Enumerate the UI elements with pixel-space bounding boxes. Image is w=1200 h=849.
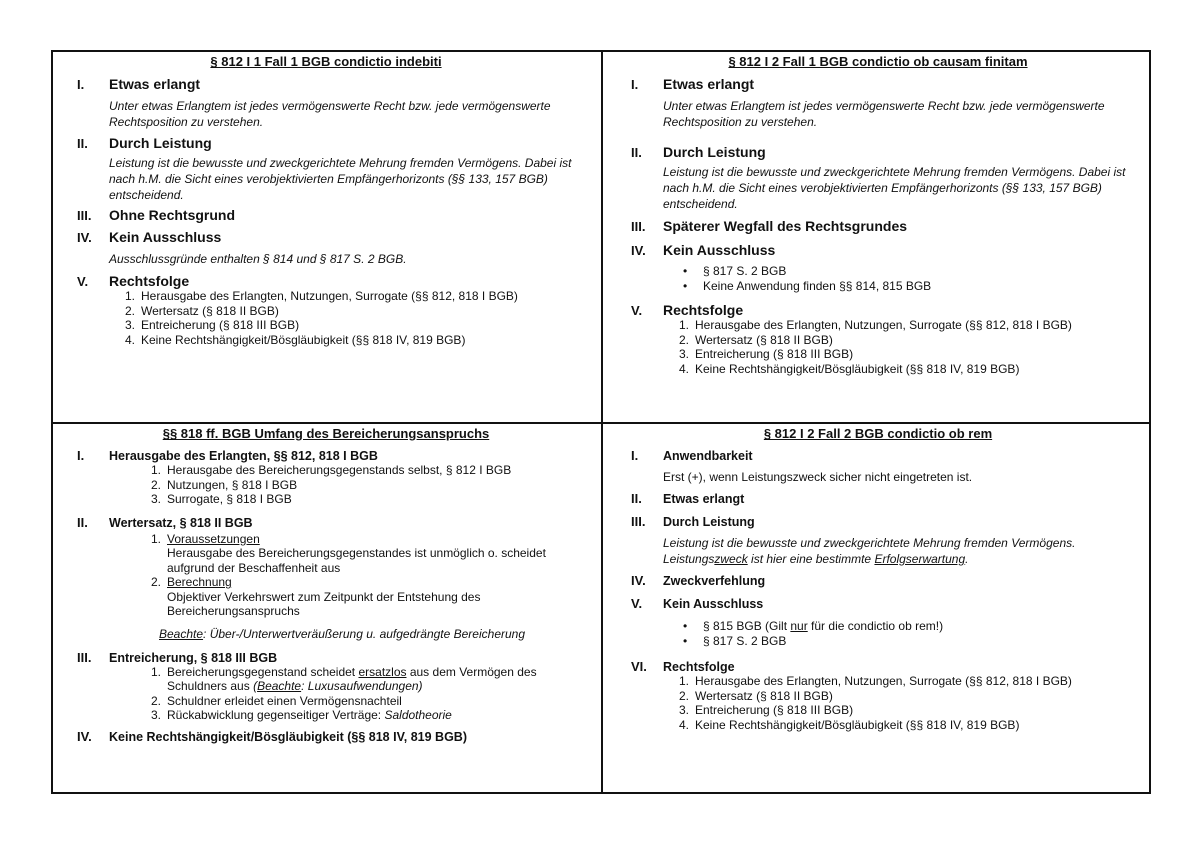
section-heading [59, 229, 593, 245]
bullet-list [683, 619, 1143, 649]
section-title: Etwas erlangt [109, 76, 201, 92]
section-heading [613, 573, 1143, 588]
list-item: 1. Herausgabe des Erlangten, Nutzungen, Surrogate (§§ 812, 818 I BGB) [678, 318, 1072, 332]
list-item: 2. Nutzungen, § 818 I BGB [150, 477, 298, 492]
section-number: VI. [631, 659, 647, 674]
section-heading [613, 242, 1143, 258]
list-item: 4. Keine Rechtshängigkeit/Bösgläubigkeit (§§ 818 IV, 819 BGB) [678, 361, 1020, 376]
section-number: I. [631, 77, 639, 92]
section-title: Herausgabe des Erlangten, §§ 812, 818 I BGB [109, 449, 378, 463]
section-number: V. [631, 303, 643, 318]
section-title: Entreicherung, § 818 III BGB [109, 650, 278, 665]
section-heading [59, 76, 593, 92]
section-heading [613, 302, 1143, 318]
section-title: Kein Ausschluss [109, 229, 222, 245]
list-item: 4. Keine Rechtshängigkeit/Bösgläubigkeit (§§ 818 IV, 819 BGB) [678, 717, 1020, 732]
section-heading [59, 448, 593, 463]
quadrant-condictio-ob-rem [603, 424, 1151, 794]
section-heading [59, 135, 593, 151]
section-title: Rechtsfolge [663, 660, 735, 674]
section-body: Unter etwas Erlangtem ist jedes vermögenswerte Recht bzw. jede vermögenswerte Rechtsposition zu verstehen. [663, 99, 1105, 129]
section-number: I. [77, 448, 85, 463]
section-number: II. [77, 514, 88, 530]
section-title: Durch Leistung [109, 135, 212, 151]
section-body: Ausschlussgründe enthalten § 814 und § 817 S. 2 BGB. [109, 252, 407, 266]
list-item: 1. Bereicherungsgegenstand scheidet ersatzlos aus dem Vermögen des Schuldners aus (Beachte: Luxusaufwendungen) [150, 664, 537, 693]
document-table [51, 50, 1151, 794]
section-title: Etwas erlangt [663, 492, 745, 506]
section-heading [613, 491, 1143, 506]
section-number: IV. [631, 243, 646, 258]
section-title: Etwas erlangt [663, 76, 755, 92]
section-heading [613, 596, 1143, 611]
section-heading [613, 218, 1143, 234]
list-item: 2. Wertersatz (§ 818 II BGB) [678, 332, 833, 347]
section-title: Wertersatz, § 818 II BGB [109, 515, 253, 530]
section-number: I. [77, 77, 85, 92]
section-heading [613, 144, 1143, 160]
section-title: Rechtsfolge [109, 273, 190, 289]
quadrant-title: §§ 818 ff. BGB Umfang des Bereicherungsanspruchs [162, 426, 490, 441]
list-item: 4. Keine Rechtshängigkeit/Bösgläubigkeit (§§ 818 IV, 819 BGB) [124, 332, 466, 347]
numbered-list [135, 463, 593, 507]
list-item: 2. Berechnung Objektiver Verkehrswert zum Zeitpunkt der Entstehung des Bereicherungsanspruchs [150, 575, 481, 618]
section-heading [59, 650, 593, 665]
section-heading [613, 76, 1143, 92]
section-body: Leistung ist die bewusste und zweckgerichtete Mehrung fremden Vermögens. Dabei ist nach h.M. die Sicht eines verobjektivierten Empfängerhorizonts (§§ 133, 157 BGB) entscheidend. [109, 156, 572, 202]
section-heading [59, 515, 593, 530]
bullet-list [683, 264, 1143, 294]
section-title: Anwendbarkeit [663, 449, 753, 463]
list-item: 3. Entreicherung (§ 818 III BGB) [678, 347, 854, 361]
section-number: IV. [631, 573, 646, 588]
quadrant-condictio-ob-causam-finitam [603, 52, 1151, 424]
list-item: 2. Wertersatz (§ 818 II BGB) [678, 688, 833, 703]
section-body: Leistung ist die bewusste und zweckgerichtete Mehrung fremden Vermögens. Leistungszweck ist hier eine bestimmte Erfolgserwartung. [663, 536, 1076, 566]
section-number: II. [77, 136, 88, 151]
section-heading [613, 448, 1143, 463]
section-title: Zweckverfehlung [663, 574, 766, 588]
section-title: Keine Rechtshängigkeit/Bösgläubigkeit (§§ 818 IV, 819 BGB) [109, 729, 467, 744]
quadrant-umfang-bereicherungsanspruch [53, 424, 603, 794]
section-body: Erst (+), wenn Leistungszweck sicher nicht eingetreten ist. [663, 470, 973, 484]
quadrant-condictio-indebiti [53, 52, 603, 424]
list-item: 2. Wertersatz (§ 818 II BGB) [124, 303, 279, 318]
numbered-list [663, 318, 1143, 376]
section-number: I. [631, 448, 639, 463]
section-title: Durch Leistung [663, 515, 755, 529]
section-title: Kein Ausschluss [663, 242, 776, 258]
section-heading [59, 207, 593, 223]
list-item: 3. Surrogate, § 818 I BGB [150, 492, 292, 506]
list-item: • Keine Anwendung finden §§ 814, 815 BGB [683, 279, 932, 293]
list-item: 1. Herausgabe des Erlangten, Nutzungen, Surrogate (§§ 812, 818 I BGB) [678, 674, 1072, 688]
section-number: V. [631, 596, 643, 611]
section-body: Leistung ist die bewusste und zweckgerichtete Mehrung fremden Vermögens. Dabei ist nach h.M. die Sicht eines verobjektivierten Empfängerhorizonts (§§ 133, 157 BGB) entscheidend. [663, 165, 1126, 211]
list-item: 1. Herausgabe des Bereicherungsgegenstands selbst, § 812 I BGB [150, 463, 512, 477]
list-item: • § 817 S. 2 BGB [683, 634, 787, 648]
section-title: Ohne Rechtsgrund [109, 207, 236, 223]
numbered-list [135, 532, 593, 619]
section-number: II. [631, 491, 642, 506]
section-title: Späterer Wegfall des Rechtsgrundes [663, 218, 908, 234]
numbered-list [663, 674, 1143, 732]
quadrant-title: § 812 I 2 Fall 1 BGB condictio ob causam finitam [728, 54, 1028, 69]
section-heading [613, 514, 1143, 529]
quadrant-title: § 812 I 1 Fall 1 BGB condictio indebiti [210, 54, 442, 69]
list-item: 2. Schuldner erleidet einen Vermögensnachteil [150, 693, 402, 708]
section-number: IV. [77, 728, 92, 744]
list-item: • § 815 BGB (Gilt nur für die condictio ob rem!) [683, 619, 944, 633]
section-number: IV. [77, 230, 92, 245]
section-heading [59, 729, 593, 744]
list-item: 1. Voraussetzungen Herausgabe des Bereicherungsgegenstandes ist unmöglich o. scheidet aufgrund der Beschaffenheit aus [150, 531, 546, 575]
quadrant-title: § 812 I 2 Fall 2 BGB condictio ob rem [763, 426, 993, 441]
list-item: 3. Entreicherung (§ 818 III BGB) [678, 703, 854, 717]
section-number: III. [77, 649, 92, 665]
section-number: III. [631, 514, 646, 529]
section-title: Durch Leistung [663, 144, 766, 160]
list-item: • § 817 S. 2 BGB [683, 264, 787, 278]
section-number: V. [77, 274, 89, 289]
list-item: 1. Herausgabe des Erlangten, Nutzungen, Surrogate (§§ 812, 818 I BGB) [124, 289, 518, 303]
section-number: II. [631, 145, 642, 160]
section-title: Kein Ausschluss [663, 597, 764, 611]
numbered-list [135, 665, 593, 723]
section-number: III. [631, 219, 646, 234]
note: Beachte: Über-/Unterwertveräußerung u. aufgedrängte Bereicherung [159, 626, 526, 641]
section-number: III. [77, 208, 92, 223]
list-item: 3. Rückabwicklung gegenseitiger Verträge: Saldotheorie [150, 708, 452, 722]
list-item: 3. Entreicherung (§ 818 III BGB) [124, 318, 300, 332]
section-heading [59, 273, 593, 289]
section-body: Unter etwas Erlangtem ist jedes vermögenswerte Recht bzw. jede vermögenswerte Rechtsposition zu verstehen. [109, 99, 551, 129]
section-heading [613, 659, 1143, 674]
section-title: Rechtsfolge [663, 302, 744, 318]
numbered-list [109, 289, 593, 347]
